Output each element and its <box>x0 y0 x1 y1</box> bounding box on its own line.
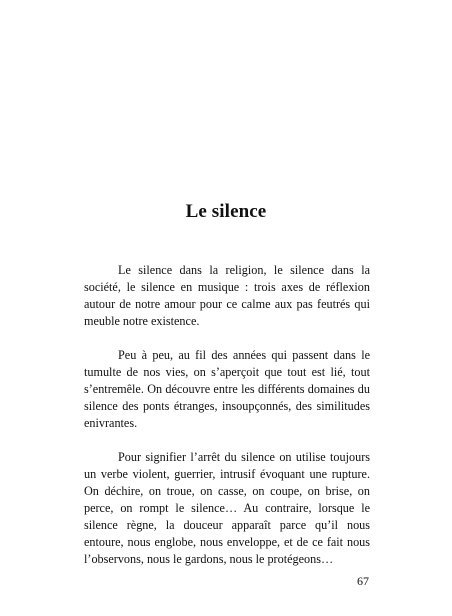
chapter-title: Le silence <box>185 201 267 222</box>
paragraph-2: Peu à peu, au fil des années qui passent dans le tumulte de nos vies, on s’aperçoit que tout est lié, tout s’entremêle. On découvre entre les différents domaines du silence des ponts étranges, insoupçonnés, des similitudes enivrantes. <box>84 348 370 430</box>
page-number: 67 <box>357 574 369 588</box>
chapter-body <box>84 262 370 585</box>
paragraph-3: Pour signifier l’arrêt du silence on utilise toujours un verbe violent, guerrier, intrusif évoquant une rupture. On déchire, on troue, on casse, on coupe, on brise, on perce, on rompt le silence… Au contraire, lorsque le silence règne, la douceur apparaît parce qu’il nous entoure, nous englobe, nous enveloppe, et de ce fait nous l’observons, nous le gardons, nous le protégeons… <box>84 450 370 566</box>
paragraph-1: Le silence dans la religion, le silence dans la société, le silence en musique : trois axes de réflexion autour de notre amour pour ce calme aux pas feutrés qui meuble notre existence. <box>84 263 370 328</box>
